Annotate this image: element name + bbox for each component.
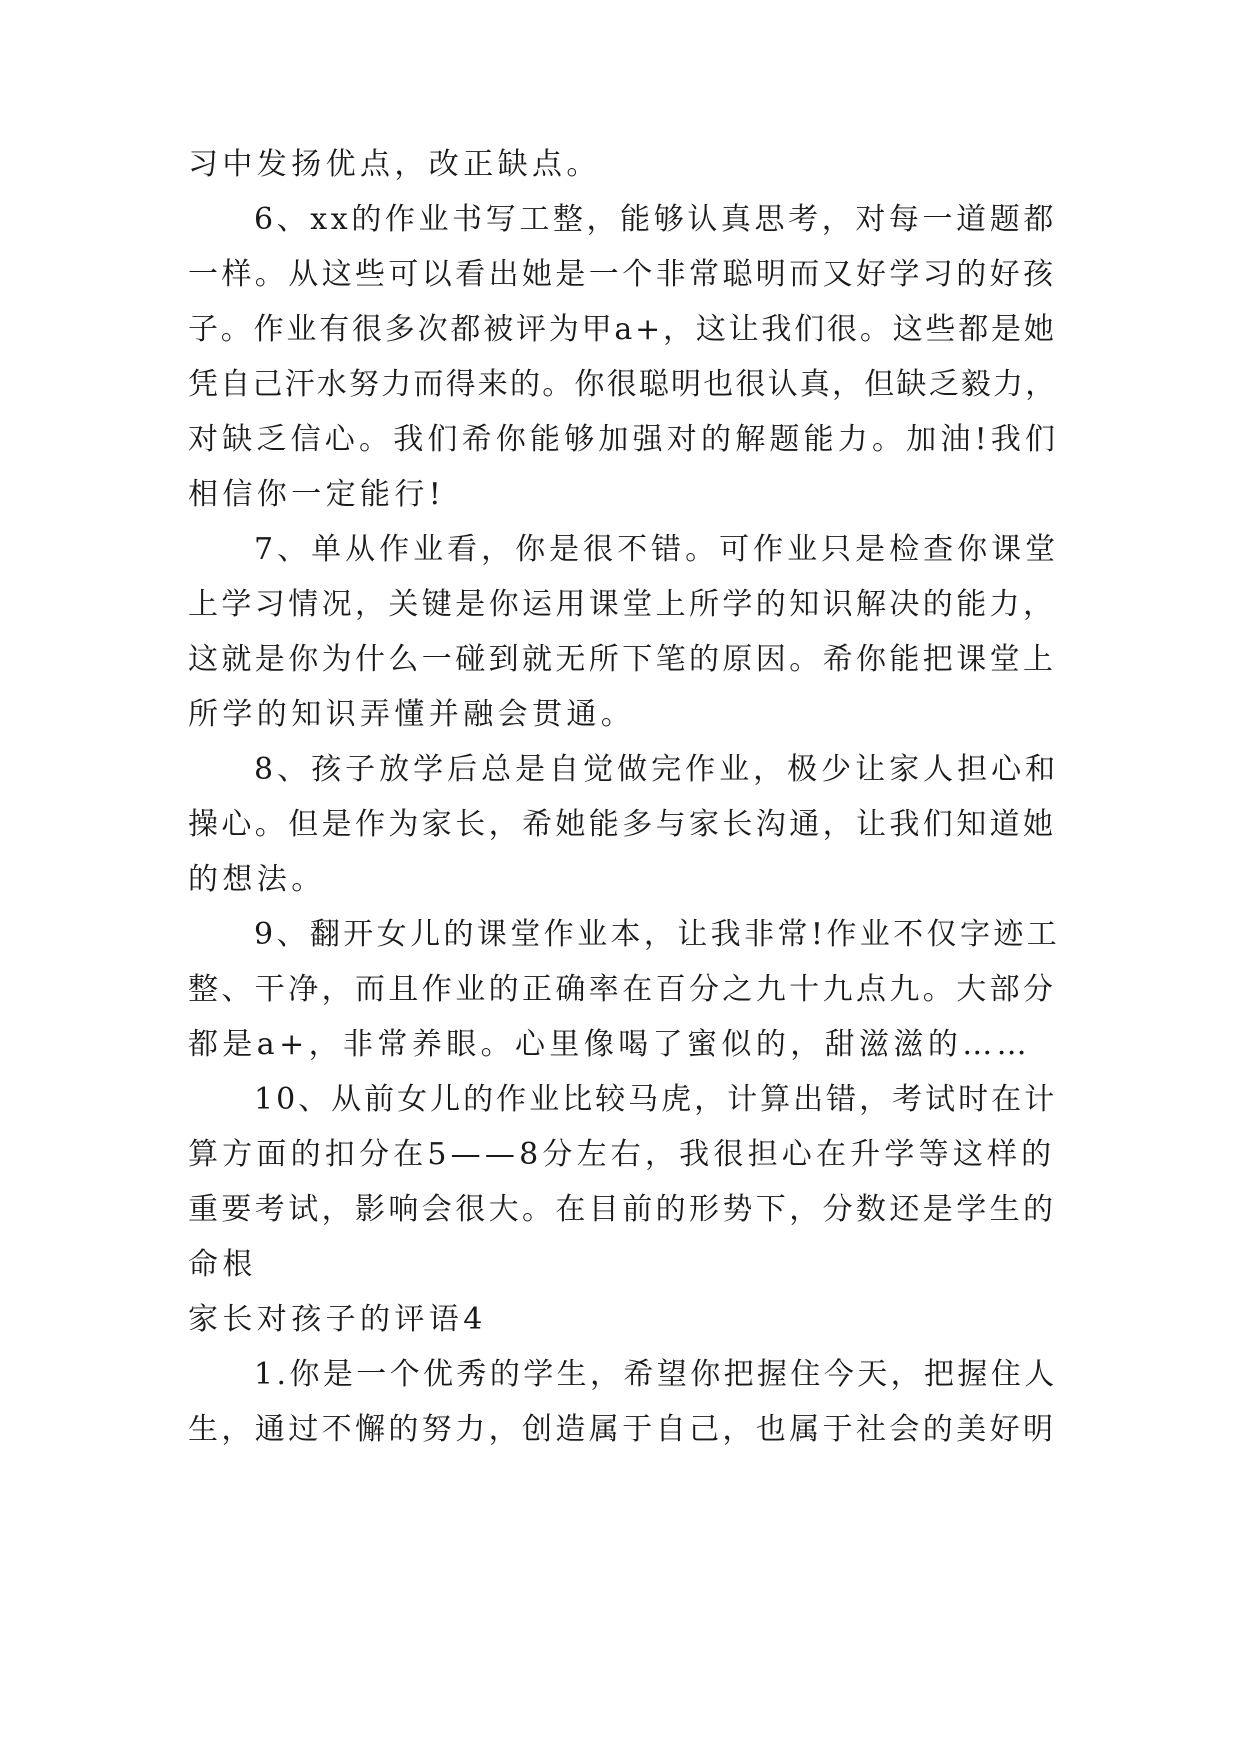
text-line: 都是a+，非常养眼。心里像喝了蜜似的，甜滋滋的…… [188,1027,1032,1062]
text-line: 这就是你为什么一碰到就无所下笔的原因。希你能把课堂上 [188,642,1057,677]
text-line: 的想法。 [188,862,326,897]
text-line: 9、翻开女儿的课堂作业本，让我非常!作业不仅字迹工 [254,917,1061,952]
text-line: 重要考试，影响会很大。在目前的形势下，分数还是学生的 [188,1192,1057,1227]
text-line: 8、孩子放学后总是自觉做完作业，极少让家人担心和 [254,752,1060,787]
text-line: 上学习情况，关键是你运用课堂上所学的知识解决的能力， [188,587,1057,622]
text-line: 算方面的扣分在5——8分左右，我很担心在升学等这样的 [188,1137,1056,1172]
text-line: 对缺乏信心。我们希你能够加强对的解题能力。加油!我们 [188,422,1060,457]
text-line: 相信你一定能行! [188,477,446,512]
text-line: 6、xx的作业书写工整，能够认真思考，对每一道题都 [254,202,1057,237]
section-heading: 家长对孩子的评语4 [188,1302,487,1337]
text-line: 1.你是一个优秀的学生，希望你把握住今天，把握住人 [254,1357,1058,1392]
text-line: 生，通过不懈的努力，创造属于自己，也属于社会的美好明 [188,1412,1057,1447]
text-line: 10、从前女儿的作业比较马虎，计算出错，考试时在计 [254,1082,1058,1117]
text-line: 命根 [188,1247,257,1282]
text-line: 整、干净，而且作业的正确率在百分之九十九点九。大部分 [188,972,1057,1007]
text-line: 子。作业有很多次都被评为甲a+，这让我们很。这些都是她 [188,312,1057,347]
text-line: 所学的知识弄懂并融会贯通。 [188,697,636,732]
text-line: 凭自己汗水努力而得来的。你很聪明也很认真，但缺乏毅力， [188,367,1058,402]
text-line: 7、单从作业看，你是很不错。可作业只是检查你课堂 [254,532,1060,567]
text-line: 一样。从这些可以看出她是一个非常聪明而又好学习的好孩 [188,257,1057,292]
text-line: 操心。但是作为家长，希她能多与家长沟通，让我们知道她 [188,807,1057,842]
text-line: 习中发扬优点，改正缺点。 [188,147,601,182]
